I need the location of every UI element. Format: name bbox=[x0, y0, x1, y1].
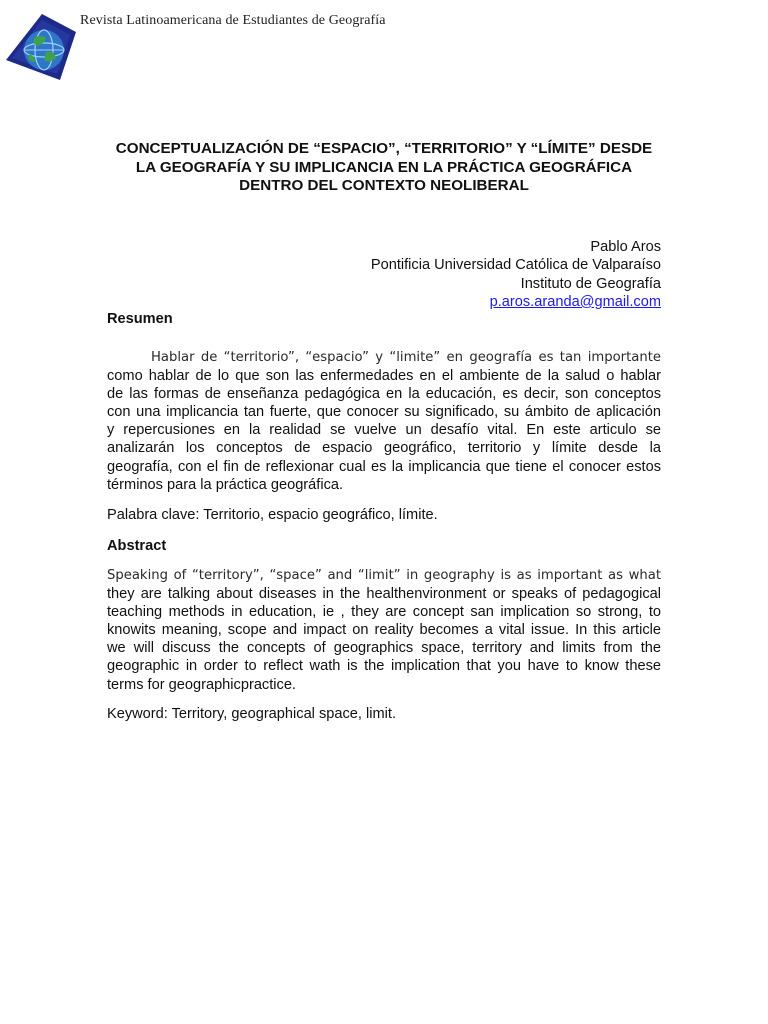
resumen-paragraph bbox=[107, 349, 661, 494]
resumen-heading: Resumen bbox=[107, 311, 173, 327]
abstract-paragraph bbox=[107, 567, 661, 694]
resumen-keywords: Palabra clave: Territorio, espacio geográfico, límite. bbox=[107, 507, 438, 523]
paragraph-line: de las formas de enseñanza pedagógica en la educación, es decir, son conceptos bbox=[107, 386, 661, 403]
abstract-heading: Abstract bbox=[107, 538, 167, 554]
author-university: Pontificia Universidad Católica de Valparaíso bbox=[370, 257, 661, 274]
paragraph-line: teaching methods in education, ie , they are concept san implication so strong, to bbox=[107, 604, 661, 621]
paragraph-line: como hablar de lo que son las enfermedades en el ambiente de la salud o hablar bbox=[107, 368, 661, 385]
journal-name: Revista Latinoamericana de Estudiantes de Geografía bbox=[80, 13, 386, 28]
paragraph-line: y repercusiones en la realidad se vuelve un desafío vital. En este articulo se bbox=[107, 422, 661, 439]
paragraph-line: Speaking of “territory”, “space” and “limit” in geography is as important as what bbox=[107, 568, 661, 583]
paragraph-line: geografía, con el fin de reflexionar cual es la implicancia que tiene el conocer estos bbox=[107, 458, 661, 475]
paragraph-line: con una implicancia tan fuerte, que conocer su significado, su ámbito de aplicación bbox=[107, 404, 661, 421]
author-institute: Instituto de Geografía bbox=[520, 275, 661, 292]
paragraph-line: analizarán los conceptos de espacio geográfico, territorio y límite desde la bbox=[107, 440, 661, 457]
journal-logo-globe-icon bbox=[2, 8, 78, 84]
author-block bbox=[261, 238, 661, 311]
abstract-keywords: Keyword: Territory, geographical space, limit. bbox=[107, 706, 397, 722]
title-line: CONCEPTUALIZACIÓN DE “ESPACIO”, “TERRITORIO” Y “LÍMITE” DESDE bbox=[115, 140, 653, 157]
paragraph-line: términos para la práctica geográfica. bbox=[107, 476, 344, 493]
paragraph-line: we will discuss the concepts of geographics space, territory and limits from the bbox=[107, 640, 661, 657]
author-email-link[interactable]: p.aros.aranda@gmail.com bbox=[489, 293, 661, 310]
paragraph-line: knowits meaning, scope and impact on reality becomes a vital issue. In this article bbox=[107, 622, 661, 639]
title-line: LA GEOGRAFÍA Y SU IMPLICANCIA EN LA PRÁCTICA GEOGRÁFICA bbox=[135, 158, 633, 176]
paragraph-line: Hablar de “territorio”, “espacio” y “limite” en geografía es tan importante bbox=[151, 350, 661, 365]
paragraph-line: they are talking about diseases in the healthenvironment or speaks of pedagogical bbox=[107, 586, 661, 603]
paragraph-line: geographic in order to reflect wath is the implication that you have to know these bbox=[107, 658, 661, 675]
title-line: DENTRO DEL CONTEXTO NEOLIBERAL bbox=[239, 177, 529, 194]
author-name: Pablo Aros bbox=[590, 239, 661, 255]
paper-title bbox=[100, 140, 668, 196]
paragraph-line: terms for geographicpractice. bbox=[107, 676, 296, 693]
